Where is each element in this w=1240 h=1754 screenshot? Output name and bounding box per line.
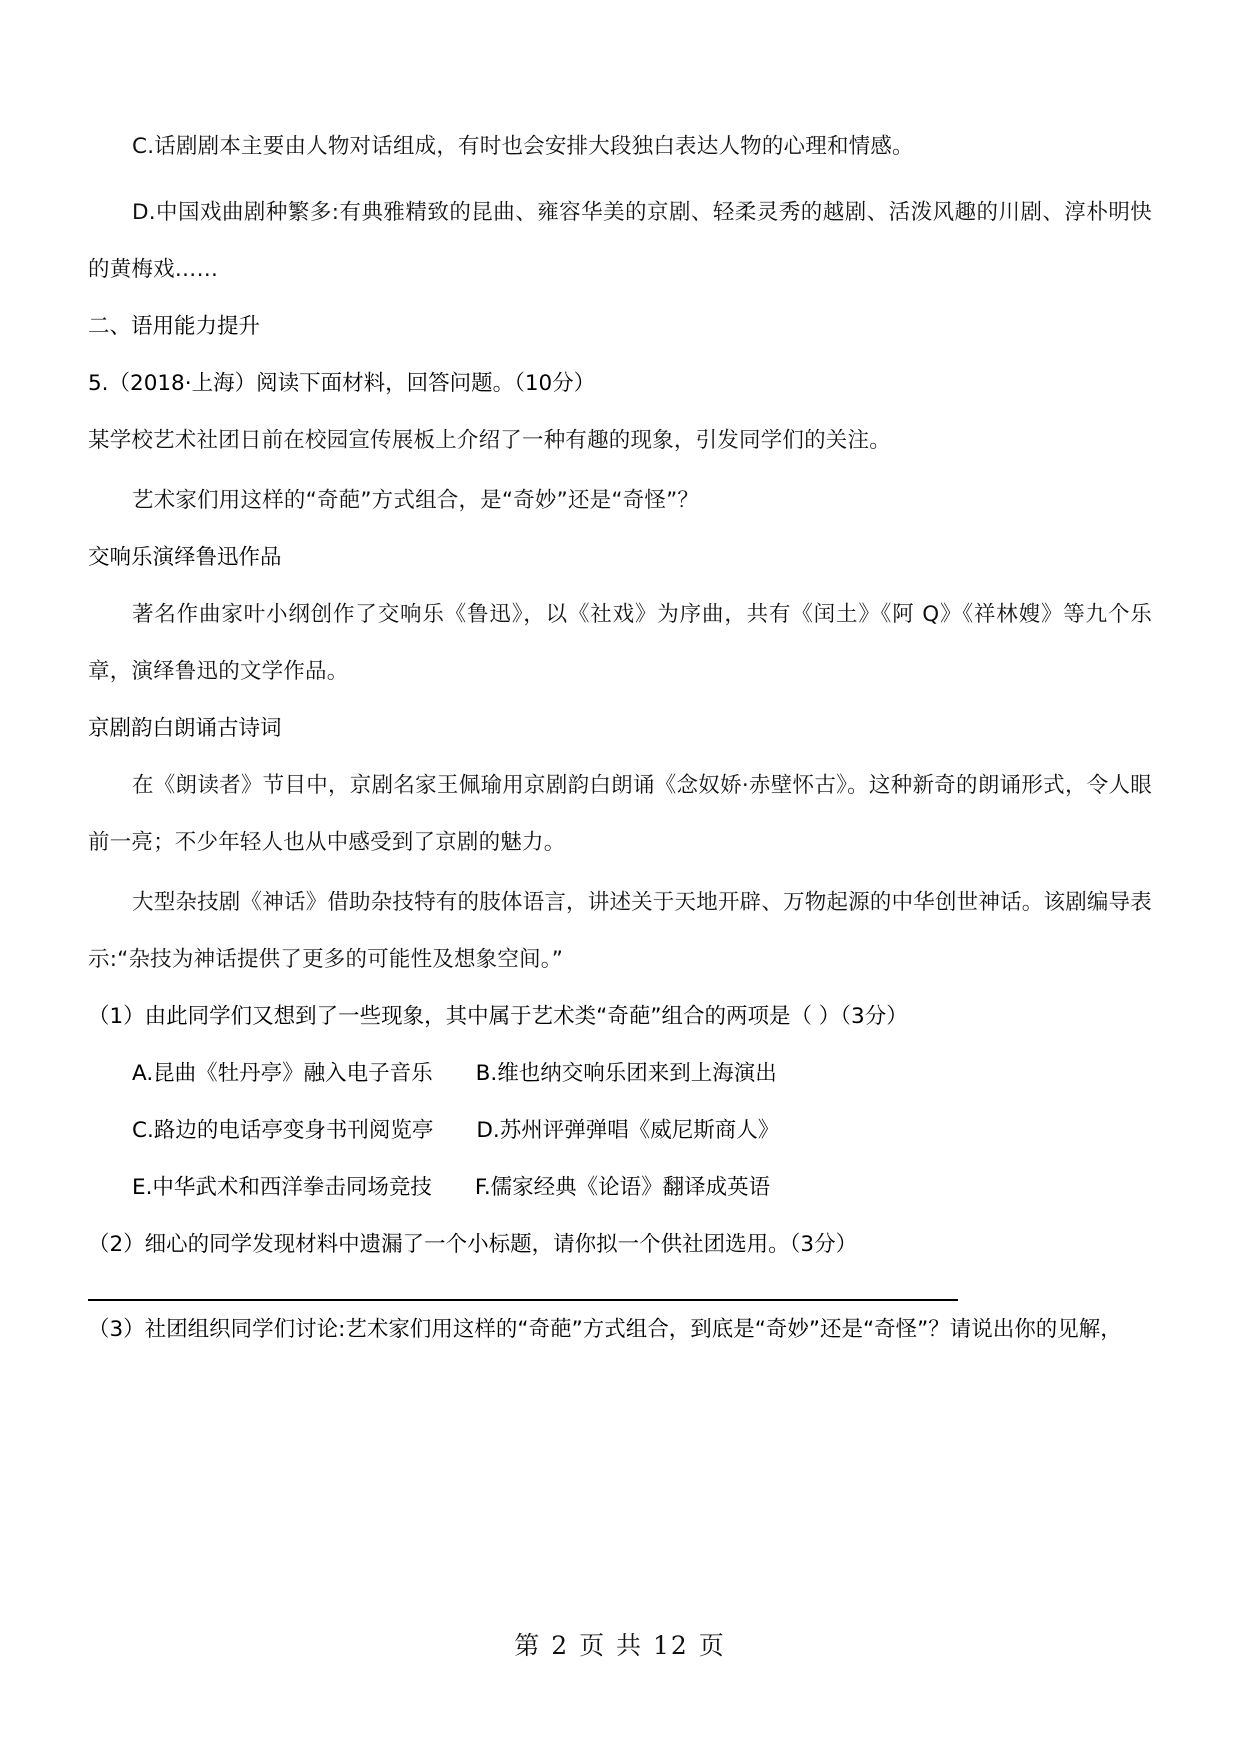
option-row-ab: A.昆曲《牡丹亭》融入电子音乐 B.维也纳交响乐团来到上海演出 — [132, 1061, 777, 1086]
option-c-paragraph: C.话剧剧本主要由人物对话组成，有时也会安排大段独白表达人物的心理和情感。 — [132, 134, 914, 159]
material-paragraph-acrobatics: 大型杂技剧《神话》借助杂技特有的肢体语言，讲述关于天地开辟、万物起源的中华创世神话。该剧编导表示:“杂技为神话提供了更多的可能性及想象空间。” — [88, 890, 1152, 972]
option-row-cd: C.路边的电话亭变身书刊阅览亭 D.苏州评弹弹唱《威尼斯商人》 — [132, 1118, 780, 1143]
question-5-stem: 5.（2018·上海）阅读下面材料，回答问题。（10分） — [88, 371, 596, 396]
option-d-paragraph: D.中国戏曲剧种繁多:有典雅精致的昆曲、雍容华美的京剧、轻柔灵秀的越剧、活泼风趣的川剧、淳朴明快的黄梅戏…… — [88, 200, 1152, 282]
sub-question-1: （1）由此同学们又想到了一些现象，其中属于艺术类“奇葩”组合的两项是（ ）（3分） — [88, 1004, 908, 1029]
material-paragraph-peking-opera: 在《朗读者》节目中，京剧名家王佩瑜用京剧韵白朗诵《念奴娇·赤壁怀古》。这种新奇的朗诵形式，令人眼前一亮；不少年轻人也从中感受到了京剧的魅力。 — [88, 773, 1152, 855]
material-intro-paragraph: 某学校艺术社团日前在校园宣传展板上介绍了一种有趣的现象，引发同学们的关注。 — [88, 428, 891, 453]
sub-question-2: （2）细心的同学发现材料中遗漏了一个小标题，请你拟一个供社团选用。（3分） — [88, 1232, 858, 1257]
page-footer: 第 2 页 共 12 页 — [514, 1631, 726, 1660]
sub-question-3: （3）社团组织同学们讨论:艺术家们用这样的“奇葩”方式组合，到底是“奇妙”还是“奇怪”？请说出你的见解， — [88, 1317, 1122, 1342]
section-heading: 二、语用能力提升 — [88, 314, 261, 339]
material-paragraph-symphony: 著名作曲家叶小纲创作了交响乐《鲁迅》，以《社戏》为序曲，共有《闰土》《阿 Q》《祥林嫂》等九个乐章，演绎鲁迅的文学作品。 — [88, 602, 1152, 684]
material-lead-paragraph: 艺术家们用这样的“奇葩”方式组合，是“奇妙”还是“奇怪”？ — [132, 488, 700, 513]
material-subheading-peking-opera: 京剧韵白朗诵古诗词 — [88, 716, 282, 741]
option-row-ef: E.中华武术和西洋拳击同场竞技 F.儒家经典《论语》翻译成英语 — [132, 1175, 771, 1200]
material-subheading-symphony: 交响乐演绎鲁迅作品 — [88, 545, 282, 570]
